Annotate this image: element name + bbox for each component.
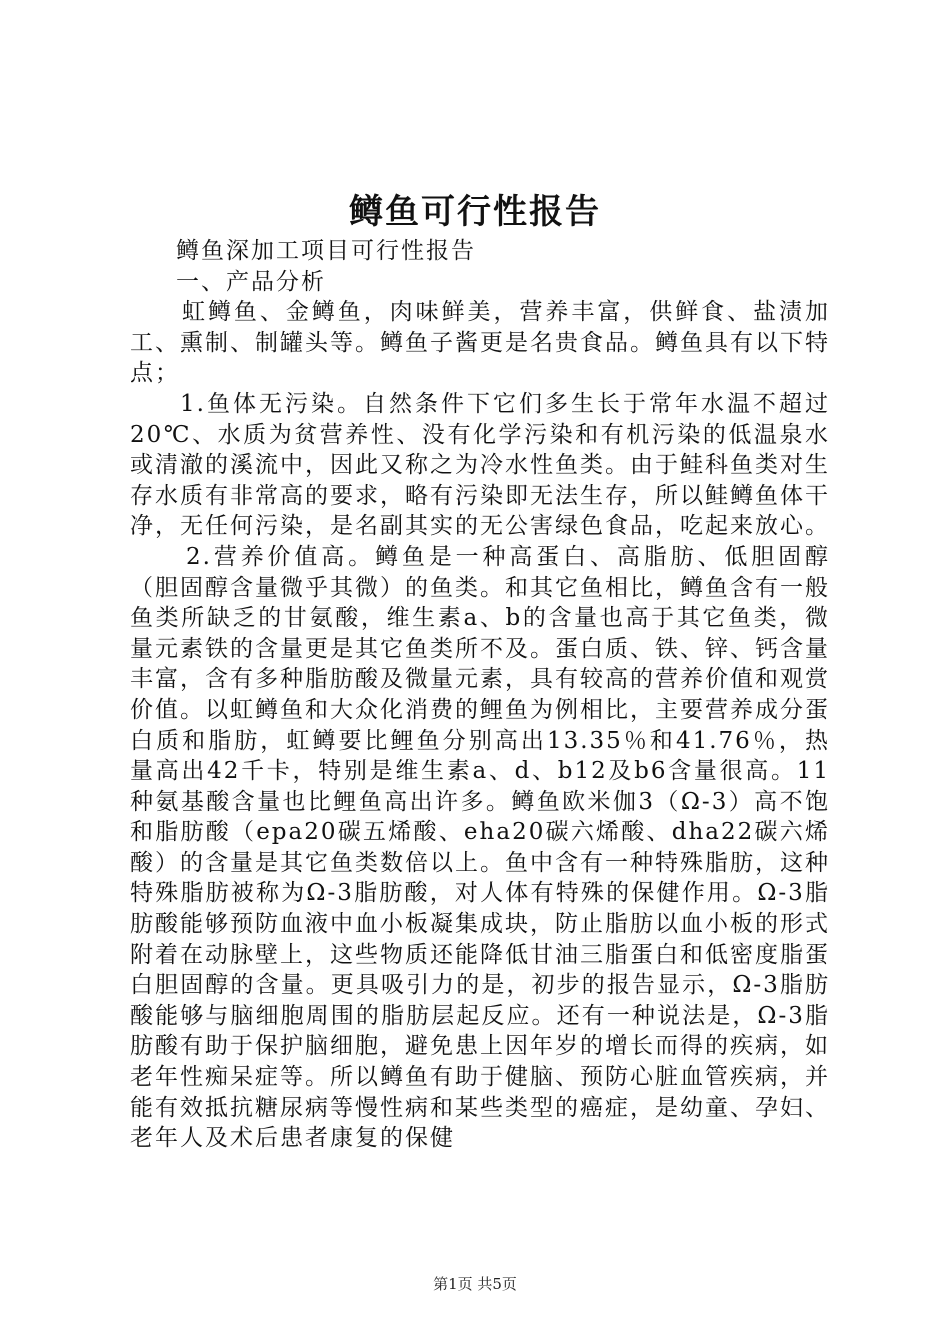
page-footer: 第1页 共5页 <box>433 1275 517 1293</box>
subtitle-line: 鳟鱼深加工项目可行性报告 <box>176 238 476 264</box>
paragraph-point-2: 2.营养价值高。鳟鱼是一种高蛋白、高脂肪、低胆固醇（胆固醇含量微乎其微）的鱼类。和其它鱼相比，鳟鱼含有一般鱼类所缺乏的甘氨酸，维生素a、b的含量也高于其它鱼类，微量元素铁的含量更是其它鱼类所不及。蛋白质、铁、锌、钙含量丰富，含有多种脂肪酸及微量元素，具有较高的营养价值和观赏价值。以虹鳟鱼和大众化消费的鲤鱼为例相比，主要营养成分蛋白质和脂肪，虹鳟要比鲤鱼分别高出13.35％和41.76％，热量高出42千卡，特别是维生素a、d、b12及b6含量很高。11种氨基酸含量也比鲤鱼高出许多。鳟鱼欧米伽3（Ω-3）高不饱和脂肪酸（epa20碳五烯酸、eha20碳六烯酸、dha22碳六烯酸）的含量是其它鱼类数倍以上。鱼中含有一种特殊脂肪，这种特殊脂肪被称为Ω-3脂肪酸，对人体有特殊的保健作用。Ω-3脂肪酸能够预防血液中血小板凝集成块，防止脂肪以血小板的形式附着在动脉壁上，这些物质还能降低甘油三脂蛋白和低密度脂蛋白胆固醇的含量。更具吸引力的是，初步的报告显示，Ω-3脂肪酸能够与脑细胞周围的脂肪层起反应。还有一种说法是，Ω-3脂肪酸有助于保护脑细胞，避免患上因年岁的增长而得的疾病，如老年性痴呆症等。所以鳟鱼有助于健脑、预防心脏血管疾病，并能有效抵抗糖尿病等慢性病和某些类型的癌症，是幼童、孕妇、老年人及术后患者康复的保健 <box>130 543 830 1152</box>
section-heading: 一、产品分析 <box>176 268 326 295</box>
document-title: 鳟鱼可行性报告 <box>349 192 601 232</box>
document-body <box>130 236 830 1154</box>
paragraph-intro: 虹鳟鱼、金鳟鱼，肉味鲜美，营养丰富，供鲜食、盐渍加工、熏制、制罐头等。鳟鱼子酱更是名贵食品。鳟鱼具有以下特点； <box>130 299 830 387</box>
paragraph-point-1: 1.鱼体无污染。自然条件下它们多生长于常年水温不超过20℃、水质为贫营养性、没有化学污染和有机污染的低温泉水或清澈的溪流中，因此又称之为冷水性鱼类。由于鲑科鱼类对生存水质有非常高的要求，略有污染即无法生存，所以鲑鳟鱼体干净，无任何污染，是名副其实的无公害绿色食品，吃起来放心。 <box>130 390 830 540</box>
